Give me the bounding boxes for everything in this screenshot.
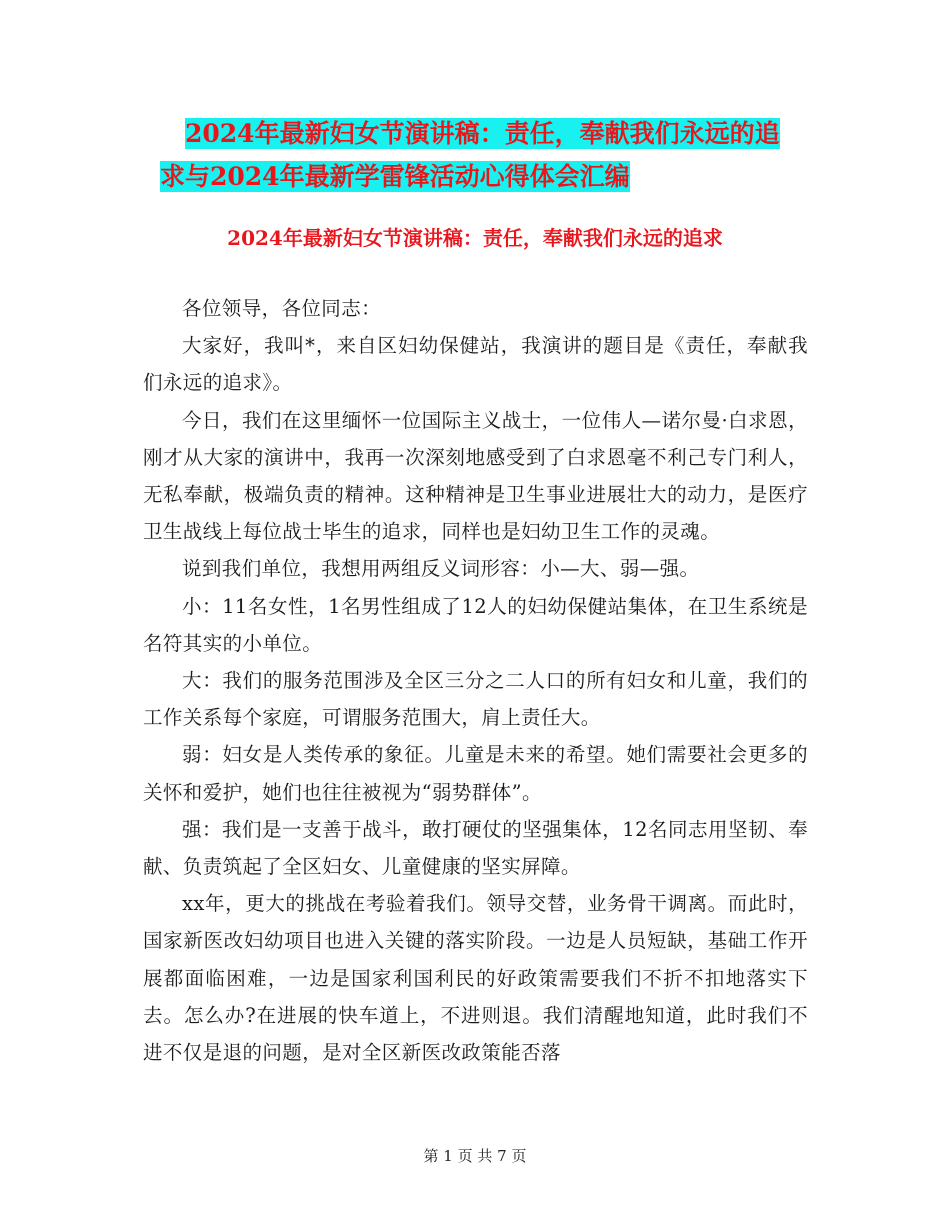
- paragraph-weak: 弱：妇女是人类传承的象征。儿童是未来的希望。她们需要社会更多的关怀和爱护，她们也往往被视为“弱势群体”。: [143, 743, 808, 804]
- page-footer: 第 1 页 共 7 页: [423, 1147, 527, 1165]
- paragraph-bethune: 今日，我们在这里缅怀一位国际主义战士，一位伟人—诺尔曼·白求恩，刚才从大家的演讲中，我再一次深刻地感受到了白求恩毫不利己专门利人，无私奉献，极端负责的精神。这种精神是卫生事业进展壮大的动力，是医疗卫生战线上每位战士毕生的追求，同样也是妇幼卫生工作的灵魂。: [143, 408, 808, 544]
- document-title-line-2: 求与2024年最新学雷锋活动心得体会汇编: [160, 162, 630, 191]
- paragraph-challenge: xx年，更大的挑战在考验着我们。领导交替，业务骨干调离。而此时，国家新医改妇幼项目也进入关键的落实阶段。一边是人员短缺，基础工作开展都面临困难，一边是国家利国利民的好政策需要我们不折不扣地落实下去。怎么办?在进展的快车道上，不进则退。我们清醒地知道，此时我们不进不仅是退的问题，是对全区新医改政策能否落: [143, 892, 808, 1065]
- section-title: 2024年最新妇女节演讲稿：责任，奉献我们永远的追求: [227, 226, 723, 250]
- paragraph-intro: 大家好，我叫*，来自区妇幼保健站，我演讲的题目是《责任，奉献我们永远的追求》。: [143, 334, 808, 395]
- document-title: [160, 112, 810, 198]
- document-body: [143, 290, 808, 1071]
- paragraph-salutation: 各位领导，各位同志：: [182, 297, 382, 320]
- document-title-line-1: 2024年最新妇女节演讲稿：责任，奉献我们永远的追: [185, 119, 780, 148]
- paragraph-big: 大：我们的服务范围涉及全区三分之二人口的所有妇女和儿童，我们的工作关系每个家庭，可谓服务范围大，肩上责任大。: [143, 669, 808, 730]
- paragraph-small: 小：11名女性，1名男性组成了12人的妇幼保健站集体，在卫生系统是名符其实的小单位。: [143, 594, 808, 655]
- paragraph-strong: 强：我们是一支善于战斗，敢打硬仗的坚强集体，12名同志用坚韧、奉献、负责筑起了全区妇女、儿童健康的坚实屏障。: [143, 817, 808, 879]
- paragraph-unit: 说到我们单位，我想用两组反义词形容：小—大、弱—强。: [182, 557, 700, 581]
